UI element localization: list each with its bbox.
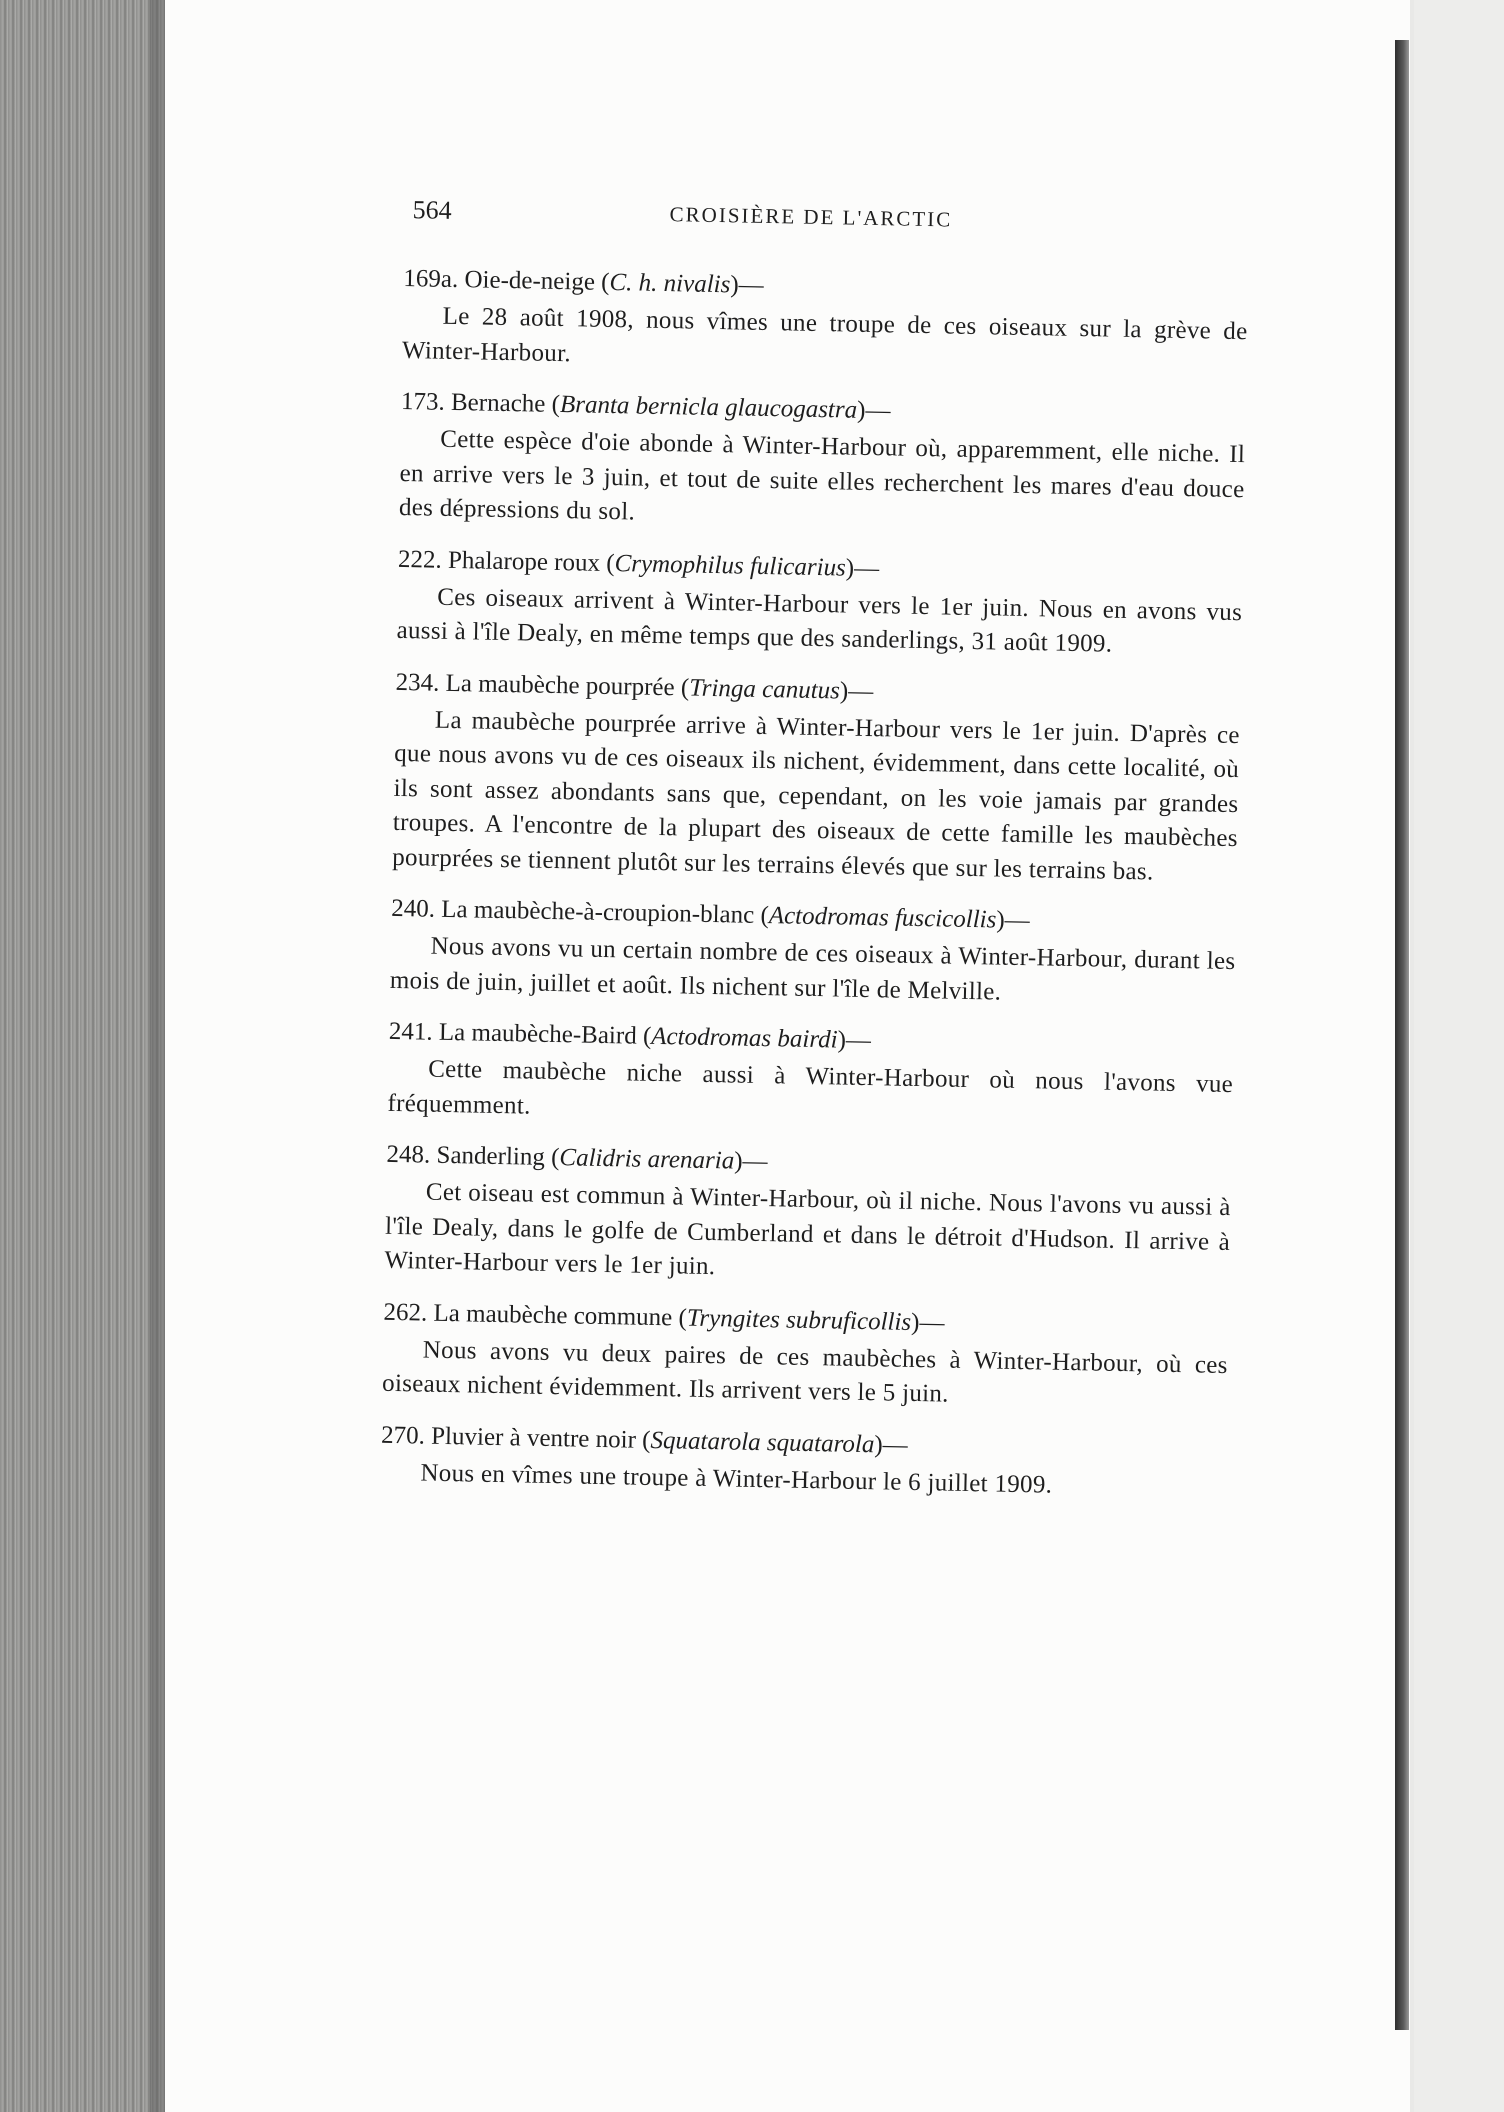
entry-number: 173. [400, 387, 446, 416]
entry-number: 270. [380, 1421, 426, 1450]
entry-heading: 169a. Oie-de-neige (C. h. nivalis)— [403, 264, 764, 299]
entry-heading: 222. Phalarope roux (Crymophilus fulicarius)— [397, 545, 880, 582]
facing-page-strip [1414, 0, 1504, 2112]
entry-common-name: La maubèche-Baird [438, 1018, 637, 1050]
entry-heading: 173. Bernache (Branta bernicla glaucogastra)— [400, 387, 891, 425]
species-entry [384, 1137, 1232, 1295]
entry-text: Le 28 août 1908, nous vîmes une troupe de ces oiseaux sur la grève de Winter-Harbour. [401, 302, 1248, 367]
entry-scientific-name: C. h. nivalis [609, 268, 731, 299]
entry-heading: 241. La maubèche-Baird (Actodromas bairdi)— [388, 1017, 872, 1055]
species-entry [382, 1294, 1229, 1417]
entry-common-name: Oie-de-neige [464, 266, 596, 296]
entry-scientific-name: Actodromas bairdi [651, 1022, 838, 1054]
entry-scientific-name: Branta bernicla glaucogastra [559, 391, 858, 424]
entry-text: Ces oiseaux arrivent à Winter-Harbour vers le 1er juin. Nous en avons vus aussi à l'île Dealy, en même temps que des sanderlings, 31 août 1909. [396, 583, 1243, 658]
entry-scientific-name: Tryngites subruficollis [686, 1304, 912, 1336]
species-entry [392, 664, 1241, 891]
entry-text: Nous en vîmes une troupe à Winter-Harbour le 6 juillet 1909. [420, 1459, 1053, 1499]
entry-common-name: La maubèche commune [433, 1299, 673, 1331]
page-number: 564 [412, 195, 452, 225]
entry-heading: 248. Sanderling (Calidris arenaria)— [386, 1140, 768, 1176]
entry-heading: 234. La maubèche pourprée (Tringa canutus)— [395, 668, 874, 705]
entry-text: Nous avons vu un certain nombre de ces oiseaux à Winter-Harbour, durant les mois de juin, juillet et août. Ils nichent sur l'île de Melville. [389, 932, 1236, 1006]
entry-common-name: Bernache [450, 388, 546, 418]
species-entry [399, 384, 1247, 542]
entry-number: 241. [388, 1017, 433, 1046]
page-edge-shadow [1395, 40, 1409, 2030]
entry-scientific-name: Crymophilus fulicarius [614, 549, 847, 582]
species-entry [390, 891, 1237, 1014]
entry-number: 234. [395, 668, 440, 697]
entry-scientific-name: Tringa canutus [688, 674, 841, 704]
entry-text: Cette maubèche niche aussi à Winter-Harbour où nous l'avons vue fréquemment. [387, 1055, 1234, 1120]
entry-number: 262. [383, 1298, 428, 1327]
entry-heading: 240. La maubèche-à-croupion-blanc (Actodromas fuscicollis)— [391, 894, 1030, 935]
entry-text: Nous avons vu deux paires de ces maubèches à Winter-Harbour, où ces oiseaux nichent évidemment. Ils arrivent vers le 5 juin. [381, 1336, 1228, 1408]
entry-common-name: Pluvier à ventre noir [430, 1422, 637, 1454]
entry-text: Cet oiseau est commun à Winter-Harbour, où il niche. Nous l'avons vu aussi à l'île Dealy, dans le golfe de Cumberland et dans le détroit d'Hudson. Il arrive à Winter-Harbour vers le 1er juin. [384, 1178, 1231, 1281]
entry-common-name: Phalarope roux [447, 546, 601, 577]
entry-common-name: Sanderling [436, 1141, 546, 1171]
entry-text: Cette espèce d'oie abonde à Winter-Harbour où, apparemment, elle niche. Il en arrive vers le 3 juin, et tout de suite elles recherchent les mares d'eau douce des dépressions du sol. [398, 425, 1246, 526]
entry-heading: 262. La maubèche commune (Tryngites subruficollis)— [383, 1298, 945, 1337]
entry-scientific-name: Actodromas fuscicollis [768, 902, 997, 934]
entry-number: 240. [391, 894, 436, 923]
entry-scientific-name: Squatarola squatarola [650, 1426, 875, 1458]
species-entry [387, 1014, 1234, 1137]
entry-number: 222. [397, 545, 443, 574]
entry-number: 169a. [403, 264, 459, 294]
species-entry [396, 541, 1243, 664]
entry-text: La maubèche pourprée arrive à Winter-Harbour vers le 1er juin. D'après ce que nous avons vu de ces oiseaux ils nichent, évidemment, dans cette localité, où ils sont assez abondants sans que, cependant, on les voie jamais par grandes troupes. A l'encontre de la plupart des oiseaux de cette famille les maubèches pourprées se tiennent plutôt sur les terrains élevés que sur les terrains bas. [392, 706, 1241, 885]
running-title: CROISIÈRE DE L'ARCTIC [669, 202, 953, 232]
species-entry [402, 261, 1249, 384]
species-entry [380, 1417, 1226, 1506]
entry-scientific-name: Calidris arenaria [559, 1144, 735, 1175]
species-entries [380, 261, 1248, 1506]
entry-common-name: La maubèche pourprée [445, 669, 675, 701]
entry-common-name: La maubèche-à-croupion-blanc [441, 895, 755, 929]
page-content [380, 195, 1250, 1522]
entry-number: 248. [386, 1140, 431, 1169]
entry-heading: 270. Pluvier à ventre noir (Squatarola squatarola)— [380, 1421, 908, 1459]
